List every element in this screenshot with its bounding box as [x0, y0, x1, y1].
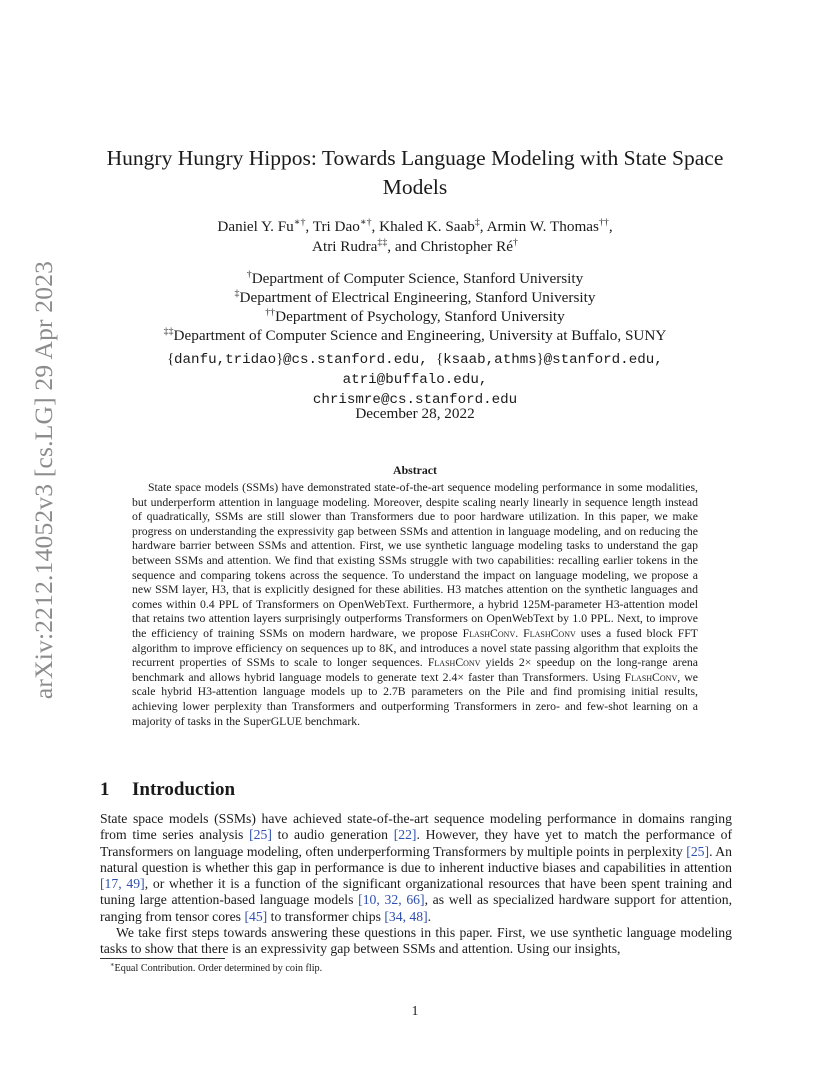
text-run: , or whether it is a function of the significant organizational resources that have been spent training and tuning large attention-based language models	[100, 876, 732, 908]
author-name: Tri Dao	[312, 218, 360, 235]
affiliation-text: Department of Electrical Engineering, Stanford University	[239, 289, 596, 306]
citation-link[interactable]: [25]	[686, 843, 710, 859]
email-group-1: danfu,tridao	[174, 352, 277, 368]
author-emails: {danfu,tridao}@cs.stanford.edu, {ksaab,athms}@stanford.edu, atri@buffalo.edu, chrismre@cs.stanford.edu	[167, 351, 663, 408]
author-mark: †	[513, 236, 518, 248]
affiliation-line	[100, 269, 730, 288]
affiliations	[100, 269, 730, 345]
method-name: FlashConv	[624, 670, 678, 684]
paper-title: Hungry Hungry Hippos: Towards Language Modeling with State Space Models	[106, 146, 724, 199]
affiliation-text: Department of Computer Science and Engineering, University at Buffalo, SUNY	[173, 327, 667, 344]
citation-link[interactable]: [45]	[244, 908, 268, 924]
author-mark: ‡‡	[377, 236, 388, 248]
method-name: FlashConv	[523, 626, 576, 640]
text-run: to audio generation	[271, 827, 394, 843]
intro-paragraph-1	[100, 811, 732, 925]
affiliation-mark: †	[246, 268, 252, 280]
text-run: uses a fused block FFT algorithm to improve efficiency on sequences up to 8K, and introduces a novel state passing algorithm that exploits the recurrent properties of SSMs to scale to longer sequences.	[132, 626, 698, 670]
citation-link[interactable]: [34, 48]	[384, 908, 428, 924]
author-mark: ††	[598, 216, 609, 228]
text-run: , we scale hybrid H3-attention language models up to 2.7B parameters on the Pile and find promising initial results, achieving lower perplexity than Transformers and outperforming Transformers in zero- and few-shot learning on a majority of tasks in the SuperGLUE benchmark.	[132, 670, 699, 728]
text-run: to transformer chips	[267, 908, 385, 924]
citation-link[interactable]: [22]	[393, 827, 417, 843]
section-heading	[100, 779, 235, 801]
method-name: FlashConv	[462, 626, 516, 640]
text-run: yields 2× speedup on the long-range arena benchmark and allows hybrid language models to generate text 2.4× faster than Transformers. Using	[132, 656, 698, 684]
text-run: . An natural question is whether this gap in performance is due to inherent inductive biases and capabilities in attention	[100, 843, 732, 875]
author-list: Daniel Y. Fu∗†, Tri Dao∗†, Khaled K. Saab‡, Armin W. Thomas††, Atri Rudra‡‡, and Christopher Ré†	[217, 216, 613, 255]
author-name: Christopher Ré	[420, 238, 514, 255]
affiliation-mark: ††	[265, 306, 276, 318]
author-name: Armin W. Thomas	[486, 218, 599, 235]
abstract-body	[132, 481, 698, 729]
citation-link[interactable]: [17, 49]	[100, 876, 145, 892]
arxiv-identifier: arXiv:2212.14052v3 [cs.LG] 29 Apr 2023	[29, 260, 58, 700]
author-mark: ∗†	[293, 216, 306, 228]
text-run: .	[427, 908, 432, 924]
affiliation-line	[100, 326, 730, 345]
intro-paragraph-2	[100, 925, 732, 958]
paper-date: December 28, 2022	[355, 405, 475, 422]
affiliation-text: Department of Computer Science, Stanford University	[251, 270, 584, 287]
introduction-body	[100, 811, 732, 958]
affiliation-line	[100, 307, 730, 326]
author-mark: ‡	[474, 216, 480, 228]
author-mark: ∗†	[359, 216, 372, 228]
email-atri: atri@buffalo.edu,	[342, 372, 488, 388]
email-group-2: ksaab,athms	[443, 352, 537, 368]
text-run: State space models (SSMs) have achieved state-of-the-art sequence modeling performance in domains ranging from time series analysis	[100, 811, 732, 843]
text-run: We take first steps towards answering these questions in this paper. First, we use synthetic language modeling tasks to show that there is an expressivity gap between SSMs and attention. Using our insights,	[100, 925, 732, 957]
email-domain-2: @stanford.edu,	[543, 352, 663, 368]
text-run: State space models (SSMs) have demonstrated state-of-the-art sequence modeling performance in some modalities, but underperform attention in language modeling. Moreover, despite scaling nearly linearly in sequence length instead of quadratically, SSMs are still slower than Transformers due to poor hardware utilization. In this paper, we make progress on understanding the expressivity gap between SSMs and attention in language modeling, and on reducing the hardware barrier between SSMs and attention. First, we use synthetic language modeling tasks to understand the gap between SSMs and attention. We find that existing SSMs struggle with two capabilities: recalling earlier tokens in the sequence and comparing tokens across the sequence. To understand the impact on language modeling, we propose a new SSM layer, H3, that is explicitly designed for these abilities. H3 matches attention on the synthetic languages and comes within 0.4 PPL of Transformers on OpenWebText. Furthermore, a hybrid 125M-parameter H3-attention model that retains two attention layers surprisingly outperforms Transformers on OpenWebText by 1.0 PPL. Next, to improve the efficiency of training SSMs on modern hardware, we propose	[132, 481, 698, 640]
affiliation-mark: ‡‡	[163, 325, 174, 337]
affiliation-mark: ‡	[234, 287, 240, 299]
citation-link[interactable]: [25]	[249, 827, 272, 843]
author-name: Khaled K. Saab	[379, 218, 475, 235]
abstract-heading: Abstract	[393, 463, 437, 477]
section-title: Introduction	[132, 779, 236, 800]
citation-link[interactable]: [10, 32, 66]	[358, 892, 425, 908]
email-domain-1: @cs.stanford.edu,	[283, 352, 428, 368]
author-name: Daniel Y. Fu	[217, 218, 294, 235]
footnote-rule	[100, 958, 225, 959]
footnote-mark: ∗	[110, 961, 115, 969]
text-run: . However, they have yet to match the performance of Transformers on language modeling, often underperforming Transformers by multiple points in perplexity	[100, 827, 733, 859]
affiliation-text: Department of Psychology, Stanford University	[275, 308, 565, 325]
author-name: Atri Rudra	[312, 238, 378, 255]
text-run: .	[515, 626, 524, 640]
section-number: 1	[100, 779, 110, 800]
affiliation-line	[100, 288, 730, 307]
footnote	[110, 963, 322, 974]
text-run: , as well as specialized hardware support for attention, ranging from tensor cores	[100, 892, 732, 924]
email-chrismre: chrismre@cs.stanford.edu	[312, 392, 518, 408]
method-name: FlashConv	[427, 656, 481, 670]
page-number: 1	[411, 1003, 419, 1018]
footnote-text: Equal Contribution. Order determined by coin flip.	[114, 963, 323, 974]
